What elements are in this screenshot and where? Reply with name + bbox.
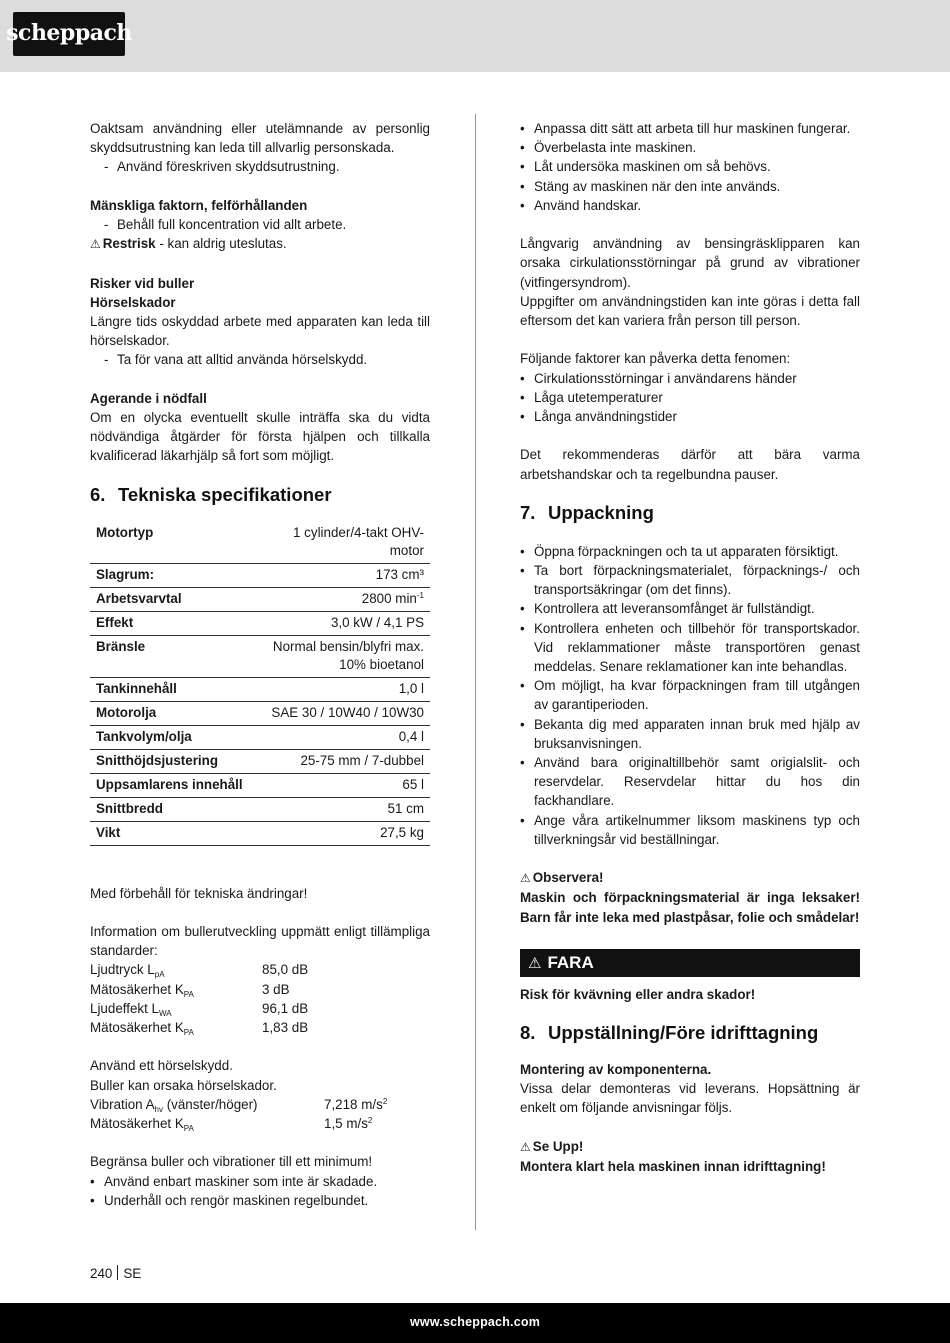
list-item: • Använd bara originaltillbehör samt origialslit- och reservdelar. Reservdelar hittar du hos din fackhandlare.	[520, 753, 860, 811]
noise-values	[90, 960, 430, 1037]
vibration-values	[90, 1095, 430, 1133]
table-row	[90, 563, 430, 587]
spec-value: 2800 $\min^{-1}$	[260, 587, 430, 611]
spec-table	[90, 520, 430, 846]
list-item: • Bekanta dig med apparaten innan bruk med hjälp av bruksanvisningen.	[520, 715, 860, 753]
careful-text: Montera klart hela maskinen innan idrifttagning!	[520, 1159, 826, 1175]
human-dash-item: - Behåll full koncentration vid allt arbete.	[90, 215, 430, 234]
work-bullet-list	[520, 119, 860, 215]
vibration-row: Mätosäkerhet $K_{PA}$ 1,5 $m/s^2$	[90, 1116, 373, 1134]
emergency-heading: Agerande i nödfall	[90, 390, 207, 406]
spec-key: Bränsle	[90, 635, 260, 677]
spec-value: 1,0 l	[260, 677, 430, 701]
unpack-list	[520, 542, 860, 849]
spec-value: 173 cm³	[260, 563, 430, 587]
page-number: 240 SE	[90, 1266, 142, 1281]
hearing-paragraph: Längre tids oskyddad arbete med apparaten kan leda till hörselskador.	[90, 314, 430, 349]
table-row	[90, 821, 430, 845]
spec-value: 27,5 kg	[260, 821, 430, 845]
factors-intro: Följande faktorer kan påverka detta fenomen:	[520, 351, 791, 367]
emergency-paragraph: Om en olycka eventuellt skulle inträffa ska du vidta nödvändiga åtgärder för första hjälpen och tillkalla kvalificerad läkarhjälp så fort som möjligt.	[90, 410, 430, 464]
spec-value: SAE 30 / 10W40 / 10W30	[260, 701, 430, 725]
mount-text: Vissa delar demonteras vid leverans. Hopsättning är enkelt om följande anvisningar följs.	[520, 1081, 860, 1116]
mount-heading: Montering av komponenterna.	[520, 1062, 712, 1078]
spec-key: Tankvolym/olja	[90, 725, 260, 749]
noise-damage-line: Buller kan orsaka hörselskador.	[90, 1077, 277, 1093]
noise-info-paragraph: Information om bullerutveckling uppmätt enligt tillämpliga standarder:	[90, 924, 430, 959]
spec-key: Arbetsvarvtal	[90, 587, 260, 611]
noise-row: Ljudeffekt $L_{WA}$ 96,1 dB	[90, 1000, 309, 1018]
spec-key: Snitthöjdsjustering	[90, 749, 260, 773]
intro-dash-item: - Använd föreskriven skyddsutrustning.	[90, 157, 430, 176]
spec-key: Motorolja	[90, 701, 260, 725]
use-protection-line: Använd ett hörselskydd.	[90, 1058, 233, 1074]
list-item: • Anpassa ditt sätt att arbeta till hur maskinen fungerar.	[520, 119, 860, 138]
spec-value: 65 l	[260, 773, 430, 797]
list-item: • Överbelasta inte maskinen.	[520, 138, 860, 157]
observe-text: Maskin och förpackningsmaterial är inga leksaker! Barn får inte leka med plastpåsar, folie och smådelar!	[520, 890, 860, 925]
hearing-heading: Hörselskador	[90, 294, 176, 310]
danger-banner: ⚠ FARA	[520, 949, 860, 977]
noise-row: Ljudtryck $L_{pA}$ 85,0 dB	[90, 962, 309, 980]
section-6-heading: 6. Tekniska specifikationer	[90, 483, 332, 505]
section-8-heading: 8. Uppställning/Före idrifttagning	[520, 1022, 819, 1044]
table-row	[90, 587, 430, 611]
list-item: • Ange våra artikelnummer liksom maskinens typ och tillverkningsår vid beställningar.	[520, 811, 860, 849]
header-band	[0, 0, 950, 72]
left-column	[90, 119, 430, 1210]
observe-heading: ⚠ Observera!	[520, 868, 860, 888]
recommend-paragraph: Det rekommenderas därför att bära varma arbetshandskar och ta regelbundna pauser.	[520, 447, 860, 482]
table-row	[90, 749, 430, 773]
danger-text: Risk för kvävning eller andra skador!	[520, 986, 756, 1002]
right-column	[520, 119, 860, 1176]
table-row	[90, 635, 430, 677]
section-7-heading: 7. Uppackning	[520, 501, 654, 523]
column-divider	[475, 114, 476, 1230]
noise-row: Mätosäkerhet $K_{PA}$ 1,83 dB	[90, 1020, 309, 1038]
list-item: • Använd enbart maskiner som inte är skadade.	[90, 1172, 430, 1191]
list-item: • Om möjligt, ha kvar förpackningen fram till utgången av garantiperioden.	[520, 676, 860, 714]
rest-risk-line: ⚠ Restrisk - kan aldrig uteslutas.	[90, 234, 430, 254]
spec-value: Normal bensin/blyfri max. 10% bioetanol	[260, 635, 430, 677]
table-row	[90, 677, 430, 701]
hearing-dash-item: - Ta för vana att alltid använda hörselskydd.	[90, 350, 430, 369]
table-row	[90, 797, 430, 821]
scheppach-logo: scheppach	[13, 12, 125, 56]
warning-icon: ⚠	[520, 1139, 531, 1154]
spec-value: 3,0 kW / 4,1 PS	[260, 611, 430, 635]
vibration-paragraph: Långvarig användning av bensingräsklipparen kan orsaka cirkulationsstörningar på grund av vibrationer (vitfingersyndrom).	[520, 236, 860, 290]
spec-value: 0,4 l	[260, 725, 430, 749]
limit-bullet-list	[90, 1172, 430, 1210]
warning-icon: ⚠	[520, 871, 531, 886]
list-item: • Ta bort förpackningsmaterialet, förpacknings-/ och transportsäkringar (om det finns).	[520, 561, 860, 599]
list-item: • Cirkulationsstörningar i användarens händer	[520, 369, 860, 388]
vibration-row: Vibration $A_{hv}$ (vänster/höger) 7,218 $m/s^2$	[90, 1096, 388, 1114]
spec-key: Tankinnehåll	[90, 677, 260, 701]
careful-heading: ⚠ Se Upp!	[520, 1137, 860, 1157]
intro-paragraph: Oaktsam användning eller utelämnande av personlig skyddsutrustning kan leda till allvarlig personskada.	[90, 121, 430, 156]
limit-line: Begränsa buller och vibrationer till ett minimum!	[90, 1154, 373, 1170]
warning-icon: ⚠	[90, 237, 101, 252]
noise-row: Mätosäkerhet $K_{PA}$ 3 dB	[90, 981, 290, 999]
list-item: • Kontrollera att leveransomfånget är fullständigt.	[520, 599, 860, 618]
website-link[interactable]: www.scheppach.com	[409, 1315, 541, 1329]
list-item: • Låga utetemperaturer	[520, 388, 860, 407]
list-item: • Öppna förpackningen och ta ut apparaten försiktigt.	[520, 542, 860, 561]
table-row	[90, 701, 430, 725]
reservation-note: Med förbehåll för tekniska ändringar!	[90, 885, 308, 901]
spec-key: Snittbredd	[90, 797, 260, 821]
factors-list	[520, 369, 860, 427]
vibration-paragraph-2: Uppgifter om användningstiden kan inte göras i detta fall eftersom det kan variera från person till person.	[520, 293, 860, 329]
spec-value: 1 cylinder/4-takt OHV-motor	[260, 520, 430, 564]
noise-risk-heading: Risker vid buller	[90, 275, 195, 291]
table-row	[90, 773, 430, 797]
spec-key: Slagrum:	[90, 563, 260, 587]
table-row	[90, 520, 430, 564]
list-item: • Kontrollera enheten och tillbehör för transportskador. Vid reklammationer måste transportören genast meddelas. Senare reklamationer kan inte behandlas.	[520, 619, 860, 677]
warning-icon: ⚠	[528, 954, 542, 972]
spec-key: Motortyp	[90, 520, 260, 564]
human-factor-heading: Mänskliga faktorn, felförhållanden	[90, 197, 308, 213]
table-row	[90, 611, 430, 635]
spec-key: Effekt	[90, 611, 260, 635]
spec-key: Uppsamlarens innehåll	[90, 773, 260, 797]
list-item: • Långa användningstider	[520, 407, 860, 426]
list-item: • Underhåll och rengör maskinen regelbundet.	[90, 1191, 430, 1210]
table-row	[90, 725, 430, 749]
footer-band	[0, 1303, 950, 1343]
list-item: • Använd handskar.	[520, 196, 860, 215]
spec-key: Vikt	[90, 821, 260, 845]
list-item: • Låt undersöka maskinen om så behövs.	[520, 157, 860, 176]
spec-value: 25-75 mm / 7-dubbel	[260, 749, 430, 773]
list-item: • Stäng av maskinen när den inte används.	[520, 177, 860, 196]
spec-value: 51 cm	[260, 797, 430, 821]
